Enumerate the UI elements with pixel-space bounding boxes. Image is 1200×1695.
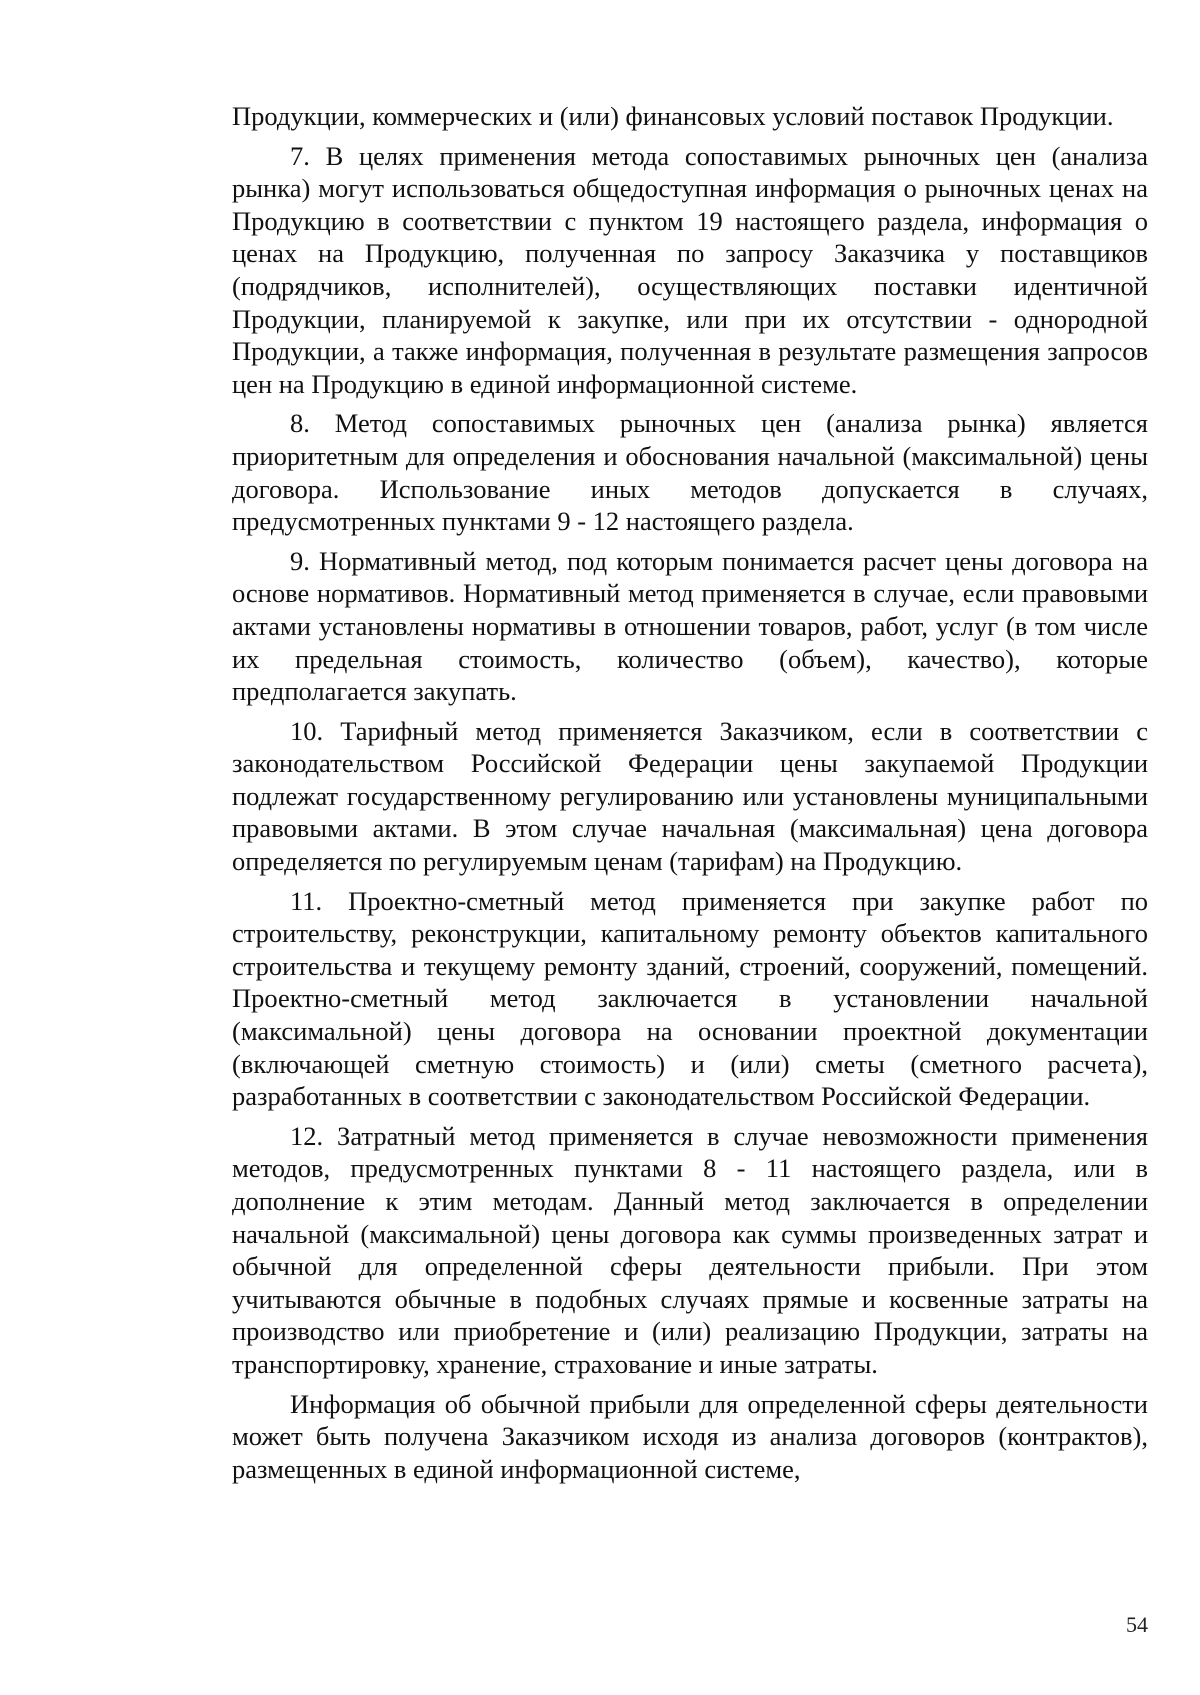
document-body [232,100,1148,1492]
page-number: 54 [1126,1612,1148,1637]
paragraph-continuation: Продукции, коммерческих и (или) финансовых условий поставок Продукции. [232,101,1114,131]
paragraph-10: 10. Тарифный метод применяется Заказчиком, если в соответствии с законодательством Российской Федерации цены закупаемой Продукции подлежат государственному регулированию или установлены муниципальными правовыми актами. В этом случае начальная (максимальная) цена договора определяется по регулируемым ценам (тарифам) на Продукцию. [232,715,1148,877]
paragraph-7: 7. В целях применения метода сопоставимых рыночных цен (анализа рынка) могут использоваться общедоступная информация о рыночных ценах на Продукцию в соответствии с пунктом 19 настоящего раздела, информация о ценах на Продукцию, полученная по запросу Заказчика у поставщиков (подрядчиков, исполнителей), осуществляющих поставки идентичной Продукции, планируемой к закупке, или при их отсутствии - однородной Продукции, а также информация, полученная в результате размещения запросов цен на Продукцию в единой информационной системе. [232,140,1148,399]
paragraph-profit-info: Информация об обычной прибыли для определенной сферы деятельности может быть получена Заказчиком исходя из анализа договоров (контрактов), размещенных в единой информационной системе, [232,1388,1148,1484]
paragraph-12: 12. Затратный метод применяется в случае невозможности применения методов, предусмотренных пунктами 8 - 11 настоящего раздела, или в дополнение к этим методам. Данный метод заключается в определении начальной (максимальной) цены договора как суммы произведенных затрат и обычной для определенной сферы деятельности прибыли. При этом учитываются обычные в подобных случаях прямые и косвенные затраты на производство или приобретение и (или) реализацию Продукции, затраты на транспортировку, хранение, страхование и иные затраты. [232,1120,1148,1379]
paragraph-8: 8. Метод сопоставимых рыночных цен (анализа рынка) является приоритетным для определения и обоснования начальной (максимальной) цены договора. Использование иных методов допускается в случаях, предусмотренных пунктами 9 - 12 настоящего раздела. [232,408,1148,537]
paragraph-9: 9. Нормативный метод, под которым понимается расчет цены договора на основе нормативов. Нормативный метод применяется в случае, если правовыми актами установлены нормативы в отношении товаров, работ, услуг (в том числе их предельная стоимость, количество (объем), качество), которые предполагается закупать. [232,545,1148,707]
paragraph-11: 11. Проектно-сметный метод применяется при закупке работ по строительству, реконструкции, капитальному ремонту объектов капитального строительства и текущему ремонту зданий, строений, сооружений, помещений. Проектно-сметный метод заключается в установлении начальной (максимальной) цены договора на основании проектной документации (включающей сметную стоимость) и (или) сметы (сметного расчета), разработанных в соответствии с законодательством Российской Федерации. [232,885,1148,1112]
